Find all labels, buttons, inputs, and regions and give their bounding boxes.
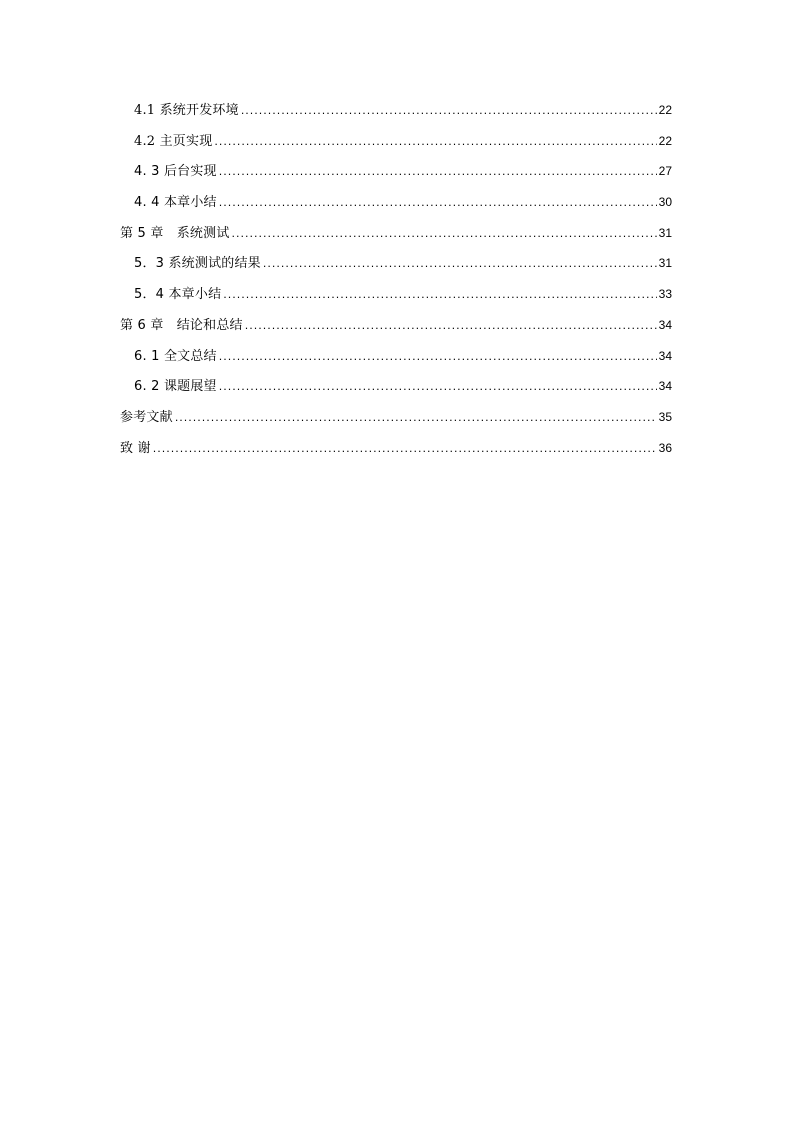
toc-entry-5-4[interactable] [120, 279, 672, 310]
toc-entry-page: 31 [658, 256, 672, 271]
toc-entry-title: 第 6 章 结论和总结 [120, 317, 243, 333]
dot-leader [232, 219, 657, 250]
toc-entry-6-2[interactable] [120, 371, 672, 402]
toc-entry-title: 第 5 章 系统测试 [120, 225, 230, 241]
dot-leader [219, 188, 657, 219]
dot-leader [153, 434, 657, 465]
toc-entry-acknowledgements[interactable] [120, 433, 672, 464]
toc-entry-title: 4.2 主页实现 [134, 133, 213, 149]
dot-leader [219, 372, 657, 403]
toc-entry-title: 4.1 系统开发环境 [134, 103, 239, 118]
toc-entry-page: 34 [658, 317, 672, 332]
dot-leader [219, 157, 657, 188]
dot-leader [241, 96, 657, 127]
toc-entry-4-4[interactable] [120, 187, 672, 218]
toc-entry-4-2[interactable] [120, 126, 672, 157]
dot-leader [214, 127, 656, 158]
toc-entry-page: 22 [658, 133, 672, 148]
toc-entry-title: 参考文献 [120, 409, 173, 425]
toc-entry-6-1[interactable] [120, 341, 672, 372]
toc-entry-chapter-6[interactable] [120, 310, 672, 341]
toc-entry-page: 34 [658, 379, 672, 394]
toc-entry-page: 34 [658, 348, 672, 363]
toc-entry-page: 33 [658, 287, 672, 302]
toc-entry-title: 致 谢 [120, 440, 151, 456]
toc-entry-page: 35 [658, 409, 672, 424]
toc-entry-title: 4. 4 本章小结 [134, 195, 217, 211]
toc-entry-5-3[interactable] [120, 248, 672, 279]
table-of-contents [120, 95, 672, 463]
toc-entry-4-1[interactable] [120, 95, 672, 126]
toc-entry-title: 6. 2 课题展望 [134, 379, 217, 395]
toc-entry-title: 5．3 系统测试的结果 [134, 256, 261, 272]
toc-entry-chapter-5[interactable] [120, 218, 672, 249]
toc-entry-page: 22 [658, 103, 672, 117]
toc-entry-title: 5．4 本章小结 [134, 287, 222, 303]
toc-entry-references[interactable] [120, 402, 672, 433]
dot-leader [245, 311, 657, 342]
toc-entry-page: 30 [658, 195, 672, 210]
toc-entry-page: 31 [658, 225, 672, 240]
dot-leader [223, 280, 656, 311]
toc-entry-title: 6. 1 全文总结 [134, 348, 217, 364]
toc-entry-page: 36 [658, 440, 672, 455]
dot-leader [263, 249, 657, 280]
toc-entry-page: 27 [658, 164, 672, 179]
dot-leader [219, 342, 657, 373]
dot-leader [175, 403, 657, 434]
toc-entry-4-3[interactable] [120, 156, 672, 187]
toc-entry-title: 4. 3 后台实现 [134, 164, 217, 180]
